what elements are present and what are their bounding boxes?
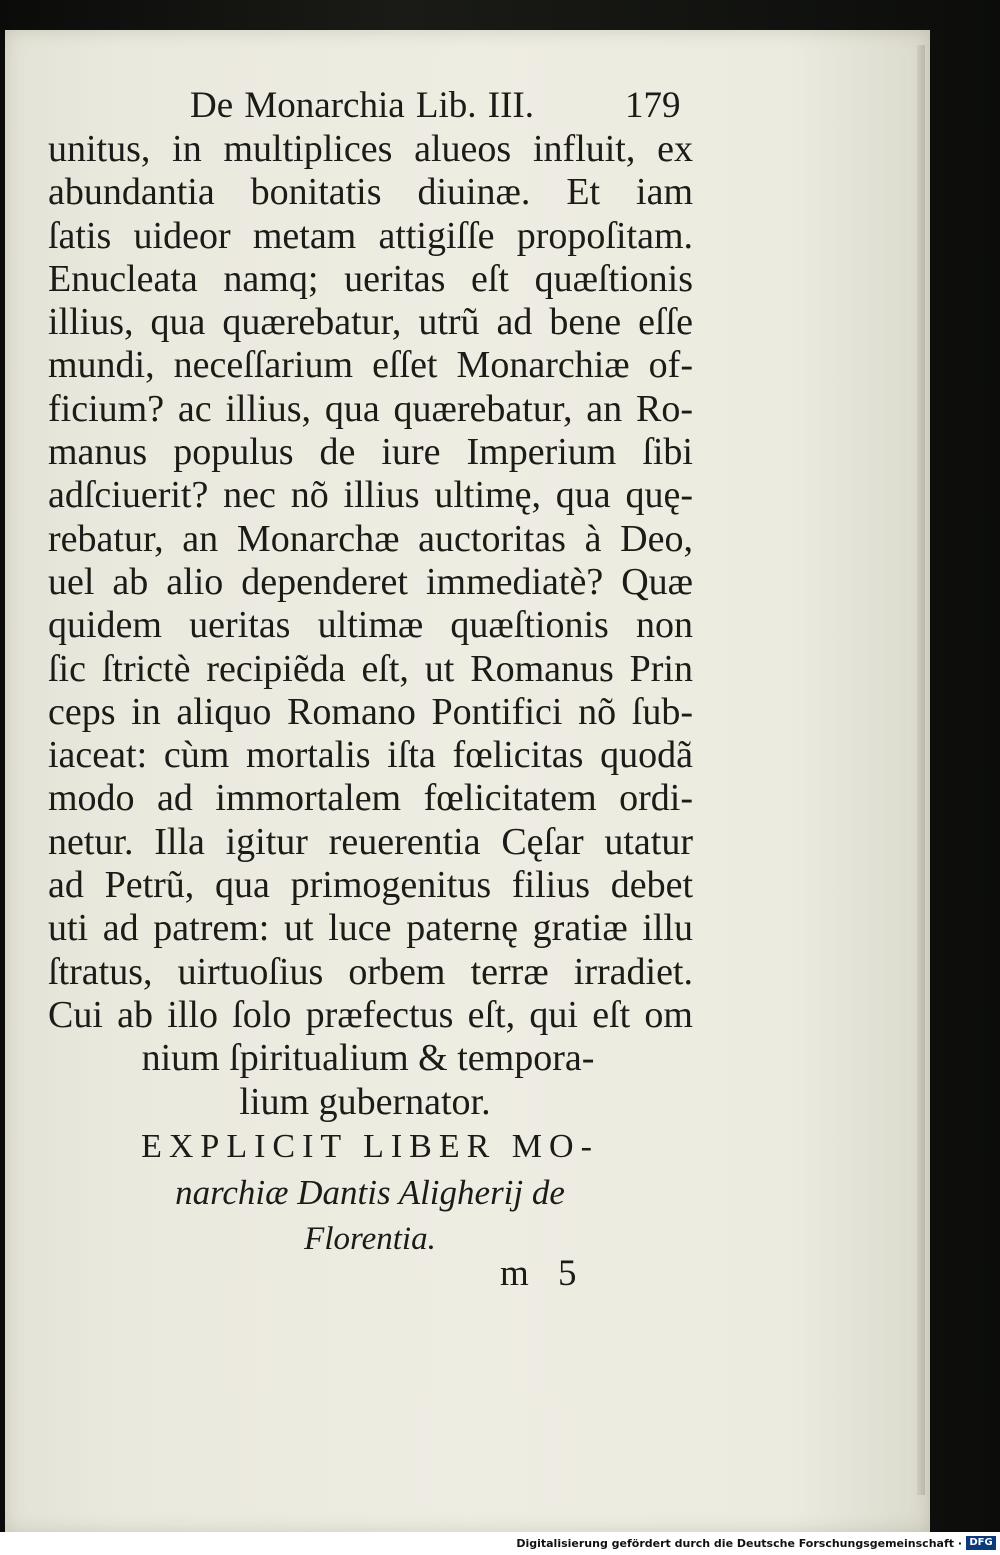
page-number: 179	[625, 85, 681, 126]
colophon-line: EXPLICIT LIBER MO-	[141, 1128, 599, 1165]
closing-line: lium gubernator.	[239, 1080, 491, 1123]
text-line: mundi, neceſſarium eſſet Monarchiæ of-	[48, 344, 693, 387]
footer-credit: Digitalisierung gefördert durch die Deutsche Forschungsgemeinschaft ·	[516, 1537, 962, 1550]
text-line: ficium? ac illius, qua quærebatur, an Ro-	[48, 387, 693, 430]
page-edge	[917, 45, 925, 1495]
text-line: ad Petrũ, qua primogenitus filius debet	[48, 864, 693, 907]
text-line: netur. Illa igitur reuerentia Cęſar utatur	[48, 820, 693, 863]
text-line: quidem ueritas ultimæ quæſtionis non	[48, 604, 693, 647]
text-line: illius, qua quærebatur, utrũ ad bene eſſe	[48, 301, 693, 344]
text-line: Cui ab illo ſolo præfectus eſt, qui eſt om	[48, 993, 693, 1036]
text-line: ſatis uideor metam attigiſſe propoſitam.	[48, 214, 693, 257]
text-line: abundantia bonitatis diuinæ. Et iam	[48, 171, 693, 214]
text-line: ſic ſtrictè recipiẽda eſt, ut Romanus Prin	[48, 647, 693, 690]
text-line: unitus, in multiplices alueos influit, ex	[48, 128, 693, 170]
text-line: manus populus de iure Imperium ſibi	[48, 431, 693, 474]
colophon-line: Florentia.	[304, 1221, 436, 1257]
text-line: iaceat: cùm mortalis iſta fœlicitas quodã	[48, 734, 693, 777]
closing-line: nium ſpiritualium & tempora-	[141, 1037, 595, 1080]
text-line: uti ad patrem: ut luce paternę gratiæ illu	[48, 907, 693, 950]
colophon	[90, 1124, 650, 1262]
colophon-line: narchiæ Dantis Aligherij de	[175, 1173, 565, 1212]
dfg-logo: DFG	[966, 1536, 996, 1550]
text-line: ſtratus, uirtuoſius orbem terræ irradiet.	[48, 950, 693, 993]
text-line: rebatur, an Monarchæ auctoritas à Deo,	[48, 517, 693, 560]
text-line: Enucleata namq; ueritas eſt quæſtionis	[48, 257, 693, 300]
text-line: ceps in aliquo Romano Pontifici nõ ſub-	[48, 690, 693, 733]
signature-mark: m 5	[500, 1253, 577, 1294]
text-line: uel ab alio dependeret immediatè? Quæ	[48, 560, 693, 603]
text-line: modo ad immortalem fœlicitatem ordi-	[48, 777, 693, 820]
text-line: adſciuerit? nec nõ illius ultimę, qua quę-	[48, 474, 693, 517]
body-text	[48, 128, 693, 1124]
running-head: De Monarchia Lib. III.	[190, 85, 535, 126]
